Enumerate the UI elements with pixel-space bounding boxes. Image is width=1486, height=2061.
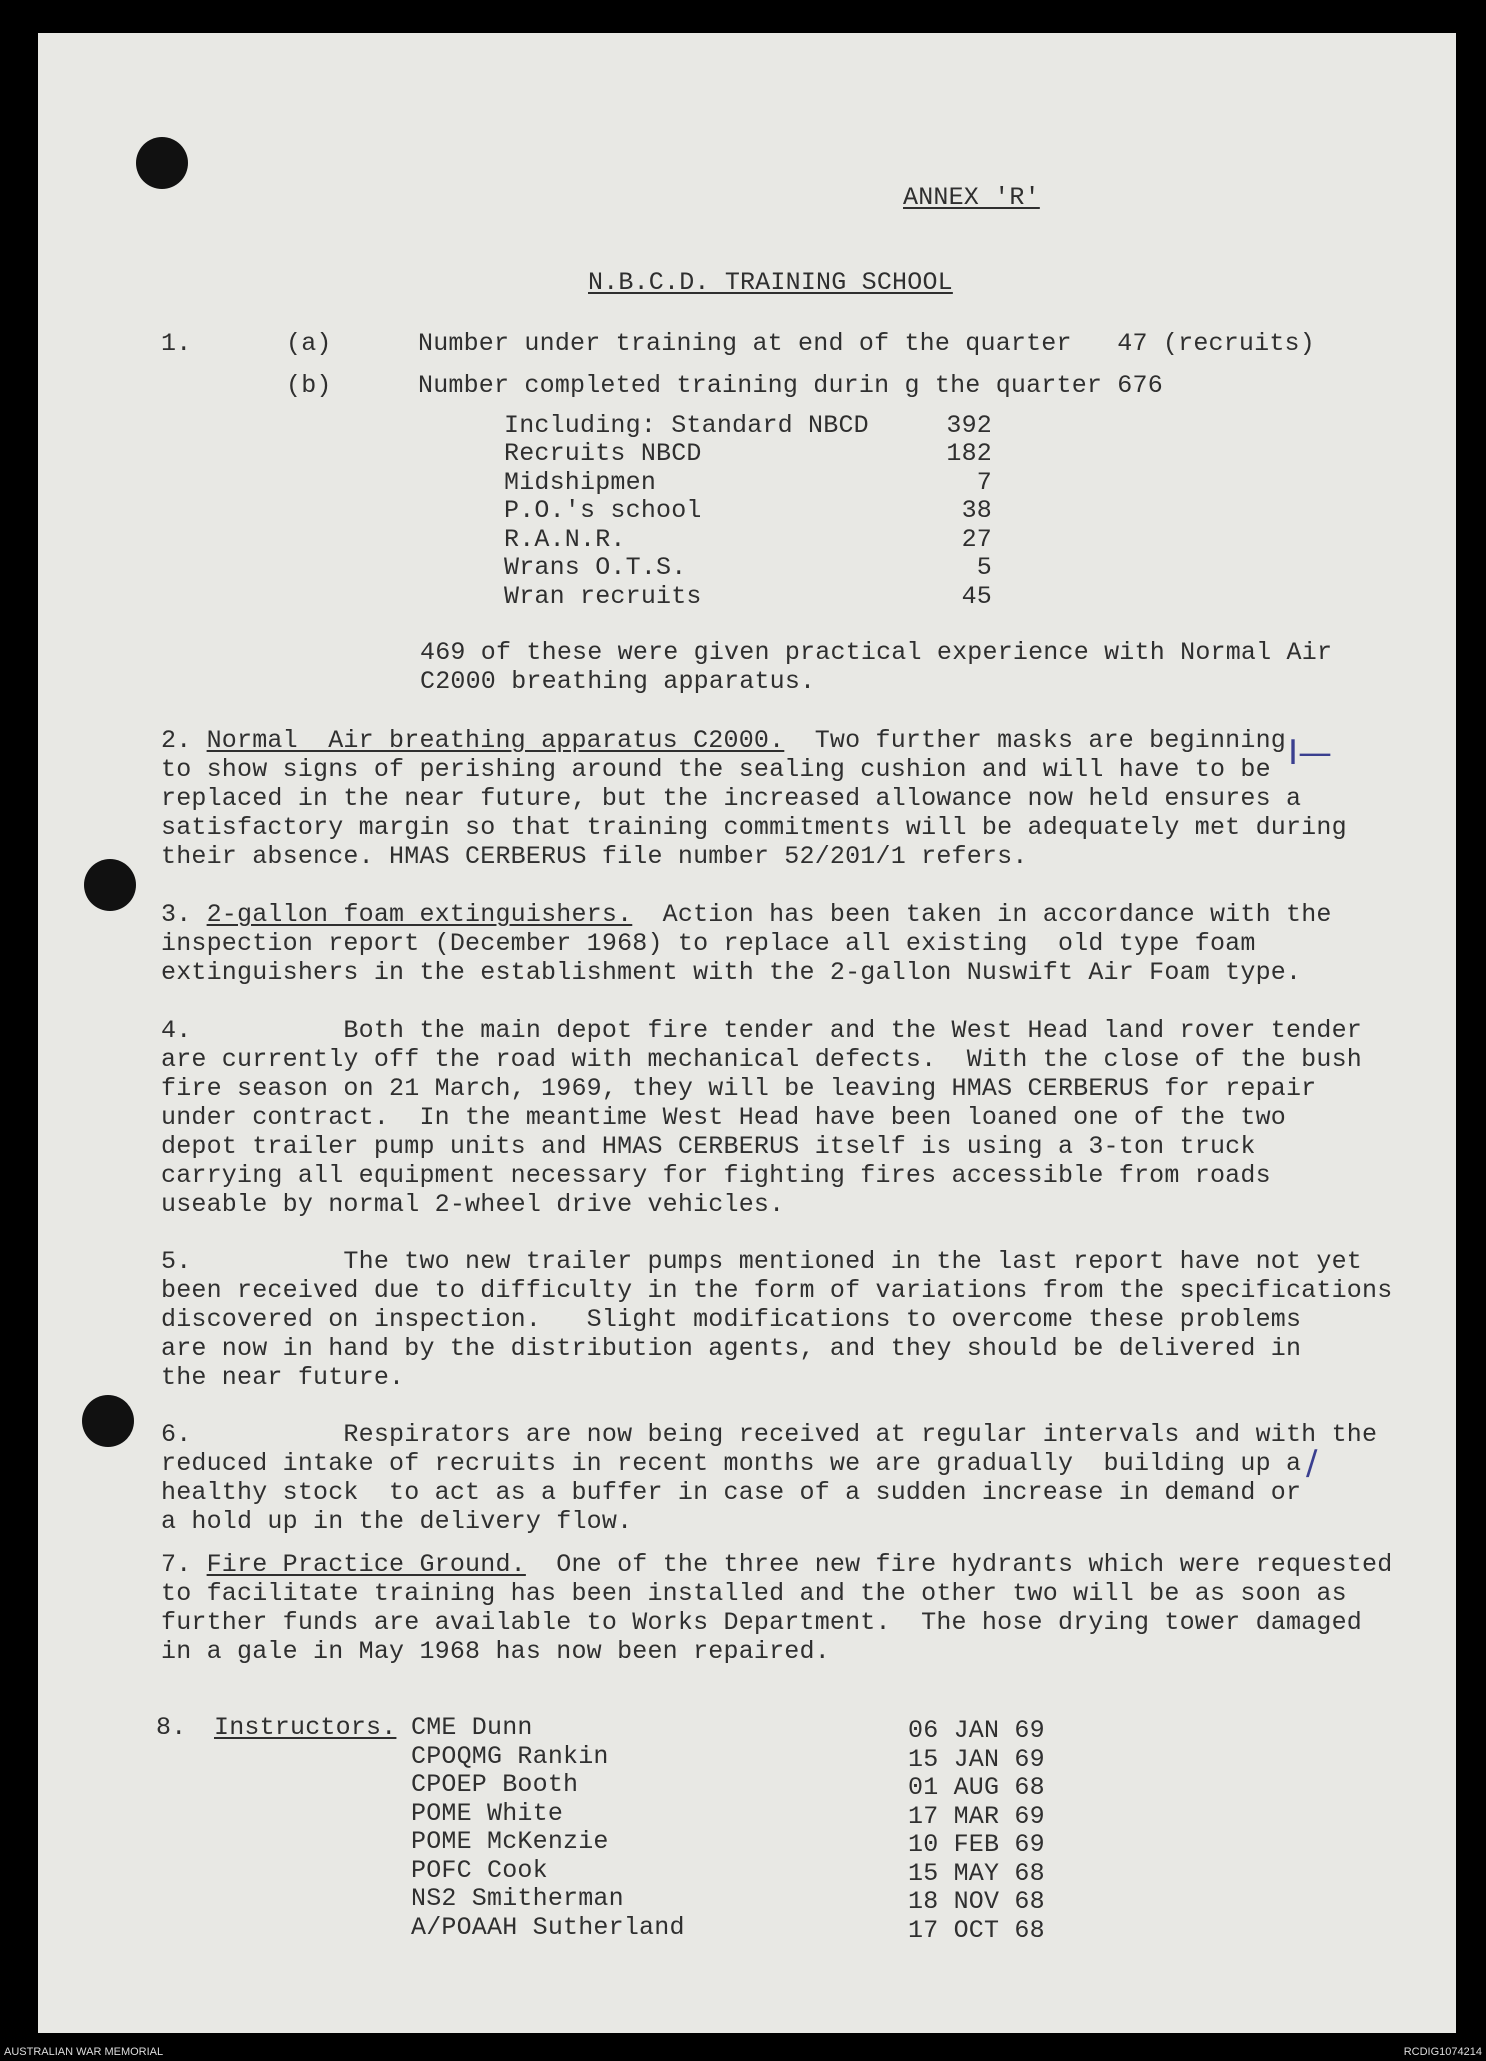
item1-b-text: Number completed training durin g the quarter 676: [418, 371, 1163, 400]
item5-text: are now in hand by the distribution agents, and they should be delivered in: [161, 1334, 1302, 1363]
item2-text: their absence. HMAS CERBERUS file number 52/201/1 refers.: [161, 842, 1028, 871]
item2-text: to show signs of perishing around the sealing cushion and will have to be: [161, 755, 1271, 784]
instructor-name: A/POAAH Sutherland: [411, 1913, 685, 1942]
item7-text: in a gale in May 1968 has now been repaired.: [161, 1637, 830, 1666]
item1-b-label: (b): [286, 371, 332, 400]
item1-number: 1.: [161, 329, 192, 358]
item5-text: been received due to difficulty in the form of variations from the specifications: [161, 1276, 1393, 1305]
instructor-date: 15 JAN 69: [908, 1745, 1045, 1774]
punch-hole: [82, 1395, 134, 1447]
item6-text: healthy stock to act as a buffer in case of a sudden increase in demand or: [161, 1478, 1302, 1507]
item3-text: extinguishers in the establishment with the 2-gallon Nuswift Air Foam type.: [161, 958, 1302, 987]
instructor-name: CPOEP Booth: [411, 1770, 579, 1799]
item7-text: to facilitate training has been installed and the other two will be as soon as: [161, 1579, 1347, 1608]
archive-footer-left: AUSTRALIAN WAR MEMORIAL: [4, 2046, 164, 2058]
item1-a-text: Number under training at end of the quarter 47 (recruits): [418, 329, 1315, 358]
instructor-date: 10 FEB 69: [908, 1830, 1045, 1859]
breakdown-label: Recruits NBCD: [504, 439, 702, 468]
instructor-name: POME McKenzie: [411, 1827, 609, 1856]
item2-heading: Normal Air breathing apparatus C2000.: [206, 726, 785, 755]
item4-text: 4. Both the main depot fire tender and the West Head land rover tender: [161, 1016, 1362, 1045]
breakdown-value: 7: [976, 468, 992, 497]
breakdown-value: 5: [976, 553, 992, 582]
instructor-name: POME White: [411, 1799, 564, 1828]
breakdown-value: 45: [961, 582, 992, 611]
breakdown-label: P.O.'s school: [504, 496, 702, 525]
item7-text: further funds are available to Works Department. The hose drying tower damaged: [161, 1608, 1362, 1637]
item4-text: fire season on 21 March, 1969, they will be leaving HMAS CERBERUS for repair: [161, 1074, 1317, 1103]
item1-note: 469 of these were given practical experience with Normal Air: [420, 638, 1333, 667]
item4-text: under contract. In the meantime West Head have been loaned one of the two: [161, 1103, 1286, 1132]
breakdown-label: Wrans O.T.S.: [504, 553, 687, 582]
breakdown-label: Including: Standard NBCD: [504, 411, 869, 440]
breakdown-value: 27: [961, 525, 992, 554]
instructor-date: 17 OCT 68: [908, 1916, 1045, 1945]
item2-text: replaced in the near future, but the increased allowance now held ensures a: [161, 784, 1302, 813]
item1-a-label: (a): [286, 329, 332, 358]
item3-text: inspection report (December 1968) to replace all existing old type foam: [161, 929, 1256, 958]
item3-heading: 2-gallon foam extinguishers.: [206, 900, 633, 929]
item1-note: C2000 breathing apparatus.: [420, 667, 816, 696]
breakdown-label: Wran recruits: [504, 582, 702, 611]
item6-text: a hold up in the delivery flow.: [161, 1507, 633, 1536]
item3-number: 3.: [161, 900, 192, 929]
instructor-date: 06 JAN 69: [908, 1716, 1045, 1745]
breakdown-label: R.A.N.R.: [504, 525, 626, 554]
punch-hole: [136, 137, 188, 189]
instructor-name: POFC Cook: [411, 1856, 548, 1885]
item5-text: the near future.: [161, 1363, 405, 1392]
item3-first-line: [161, 900, 1332, 929]
item8-heading: Instructors.: [214, 1713, 397, 1742]
instructor-name: NS2 Smitherman: [411, 1884, 624, 1913]
instructor-name: CPOQMG Rankin: [411, 1742, 609, 1771]
item7-number: 7.: [161, 1550, 192, 1579]
item4-text: depot trailer pump units and HMAS CERBERUS itself is using a 3-ton truck: [161, 1132, 1256, 1161]
breakdown-value: 182: [946, 439, 992, 468]
breakdown-label: Midshipmen: [504, 468, 657, 497]
item4-text: are currently off the road with mechanical defects. With the close of the bush: [161, 1045, 1362, 1074]
punch-hole: [84, 859, 136, 911]
item2-text: satisfactory margin so that training commitments will be adequately met during: [161, 813, 1347, 842]
item7-first-line: [161, 1550, 1392, 1579]
breakdown-value: 392: [946, 411, 992, 440]
item6-text: reduced intake of recruits in recent months we are gradually building up a: [161, 1449, 1302, 1478]
item4-text: carrying all equipment necessary for fighting fires accessible from roads: [161, 1161, 1271, 1190]
document-page: [38, 33, 1456, 2033]
page-title: N.B.C.D. TRAINING SCHOOL: [588, 268, 953, 297]
item2-number: 2.: [161, 726, 192, 755]
archive-footer-right: RCDIG1074214: [1403, 2046, 1482, 2058]
instructor-date: 01 AUG 68: [908, 1773, 1045, 1802]
item7-text: One of the three new fire hydrants which were requested: [525, 1550, 1393, 1579]
item3-text: Action has been taken in accordance with the: [632, 900, 1332, 929]
item6-text: 6. Respirators are now being received at regular intervals and with the: [161, 1420, 1378, 1449]
instructor-name: CME Dunn: [411, 1713, 533, 1742]
instructor-date: 18 NOV 68: [908, 1887, 1045, 1916]
breakdown-value: 38: [961, 496, 992, 525]
margin-tick-icon: I—: [1288, 733, 1333, 773]
margin-tick-icon: ∕: [1306, 1443, 1318, 1483]
item5-text: 5. The two new trailer pumps mentioned in the last report have not yet: [161, 1247, 1362, 1276]
instructor-date: 17 MAR 69: [908, 1802, 1045, 1831]
item4-text: useable by normal 2-wheel drive vehicles.: [161, 1190, 785, 1219]
item2-first-line: [161, 726, 1286, 755]
annex-label: ANNEX 'R': [903, 183, 1040, 212]
item7-heading: Fire Practice Ground.: [206, 1550, 526, 1579]
item8-number: 8.: [156, 1713, 187, 1742]
item5-text: discovered on inspection. Slight modifications to overcome these problems: [161, 1305, 1302, 1334]
instructor-date: 15 MAY 68: [908, 1859, 1045, 1888]
item2-text: Two further masks are beginning: [784, 726, 1286, 755]
